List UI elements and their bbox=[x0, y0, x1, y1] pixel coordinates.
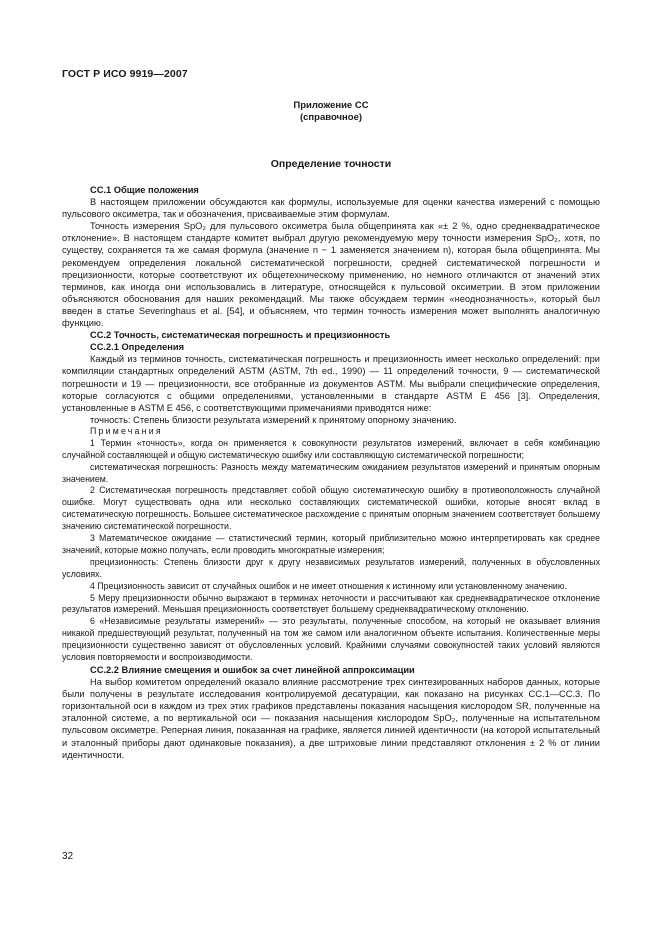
note-1: 1 Термин «точность», когда он применяется к совокупности результатов измерений, включает в себя комбинацию случайной составляющей и общую систематическую ошибку или составляющую систематической погрешности; bbox=[62, 437, 600, 460]
heading-cc2-1: СС.2.1 Определения bbox=[90, 342, 184, 353]
paragraph: На выбор комитетом определений оказало влияние рассмотрение трех синтезированных наборов данных, которые были получены в результате исследования контролируемой десатурации, как показано на рисунках СС.1—СС.3. По горизонтальной оси в каждом из трех этих графиков представлены показания насыщения кислородом SR, полученные на эталонной системе, а по вертикальной оси — показания насыщения кислородом SpO₂, полученные на испытательном пульсовом оксиметре. Реперная линия, показанная на графике, является линией идентичности (на которой испытательный и эталонный приборы дают одинаковые показания), а две штриховые линии представляют отклонения ± 2 % от линии идентичности. bbox=[62, 677, 600, 760]
note-2: 2 Систематическая погрешность представляет собой общую систематическую ошибку в противоположность случайной ошибке. Могут существовать одна или несколько составляющих систематической ошибки, которые вносят вклад в систематическую погрешность. Большее систематическое расхождение с принятым опорным значением соответствует большему значению систематической погрешности. bbox=[62, 485, 600, 532]
annex-title: Приложение СС bbox=[293, 100, 369, 111]
paragraph: Точность измерения SpO₂ для пульсового оксиметра была общепринята как «± 2 %, одно среднеквадратическое отклонение». В настоящем стандарте комитет выбрал другую рекомендуемую меру точности измерения SpO₂, хотя, по существу, сохраняется та же самая формула (значение n − 1 заменяется значением n), которая была общепринята. Мы рекомендуем определения локальной систематической погрешности, средней систематической погрешности и прецизионности, которые соответствуют их общетехническому применению, но немного отличаются от значений этих терминов, как иногда они использовались в литературе, относящейся к пульсовой оксиметрии. В этом приложении объясняются обоснования для наших рекомендаций. Мы также обсуждаем термин «неоднозначность», который был введен в статье Severinghaus et al. [54], и объясняем, что термин точность измерения может выполнять аналогичную функцию. bbox=[62, 221, 600, 329]
definition: точность: Степень близости результата измерений к принятому опорному значению. bbox=[90, 414, 457, 425]
notes-label: Примечания bbox=[90, 425, 163, 436]
annex-subtitle: (справочное) bbox=[299, 112, 363, 123]
paragraph: В настоящем приложении обсуждаются как формулы, используемые для оценки качества измерений с помощью пульсового оксиметра, так и обозначения, присваиваемые этим формулам. bbox=[62, 197, 600, 220]
heading-cc2-2: СС.2.2 Влияние смещения и ошибок за счет линейной аппроксимации bbox=[90, 665, 415, 675]
note-3: 3 Математическое ожидание — статистический термин, который приблизительно можно интерпретировать как среднее значений, которые можно получать, если проводить многократные измерения; bbox=[62, 533, 600, 555]
definition: прецизионность: Степень близости друг к другу независимых результатов измерений, полученных в обусловленных условиях. bbox=[62, 556, 600, 579]
standard-code: ГОСТ Р ИСО 9919—2007 bbox=[62, 68, 188, 80]
heading-cc2: СС.2 Точность, систематическая погрешность и прецизионность bbox=[90, 330, 391, 341]
paragraph: Каждый из терминов точность, систематическая погрешность и прецизионность имеет несколько определений: при компиляции стандартных определений ASTM (ASTM, 7th ed., 1990) — 11 определений точности, 9 — систематической погрешности и 19 — прецизионности, все отобранные из документов ASTM. Мы выбрали специфические определения, которые согласуются с общими определениями, установленными в стандарте ASTM E 456 [3]. Определения, установленные в ASTM E 456, с соответствующими примечаниями приводятся ниже: bbox=[62, 354, 600, 413]
note-5: 5 Меру прецизионности обычно выражают в терминах неточности и рассчитывают как среднеквадратическое отклонение результатов измерений. Меньшая прецизионность соответствует большему среднеквадратическому отклонению. bbox=[62, 592, 600, 615]
note-6: 6 «Независимые результаты измерений» — это результаты, полученные способом, на который не оказывает влияния никакой предшествующий результат, полученный на том же самом или аналогичном объекте испытания. Количественные меры прецизионности существенно зависят от обусловленных условий. Крайними случаями совокупностей таких условий являются условия повторяемости и воспроизводимости. bbox=[62, 616, 600, 663]
definition: систематическая погрешность: Разность между математическим ожиданием результатов измерений и принятым опорным значением. bbox=[62, 461, 600, 484]
page-number: 32 bbox=[62, 851, 74, 862]
section-title: Определение точности bbox=[270, 158, 392, 170]
note-4: 4 Прецизионность зависит от случайных ошибок и не имеет отношения к истинному или установленному значению. bbox=[90, 580, 567, 591]
heading-cc1: СС.1 Общие положения bbox=[90, 185, 199, 195]
body-text bbox=[62, 184, 600, 761]
